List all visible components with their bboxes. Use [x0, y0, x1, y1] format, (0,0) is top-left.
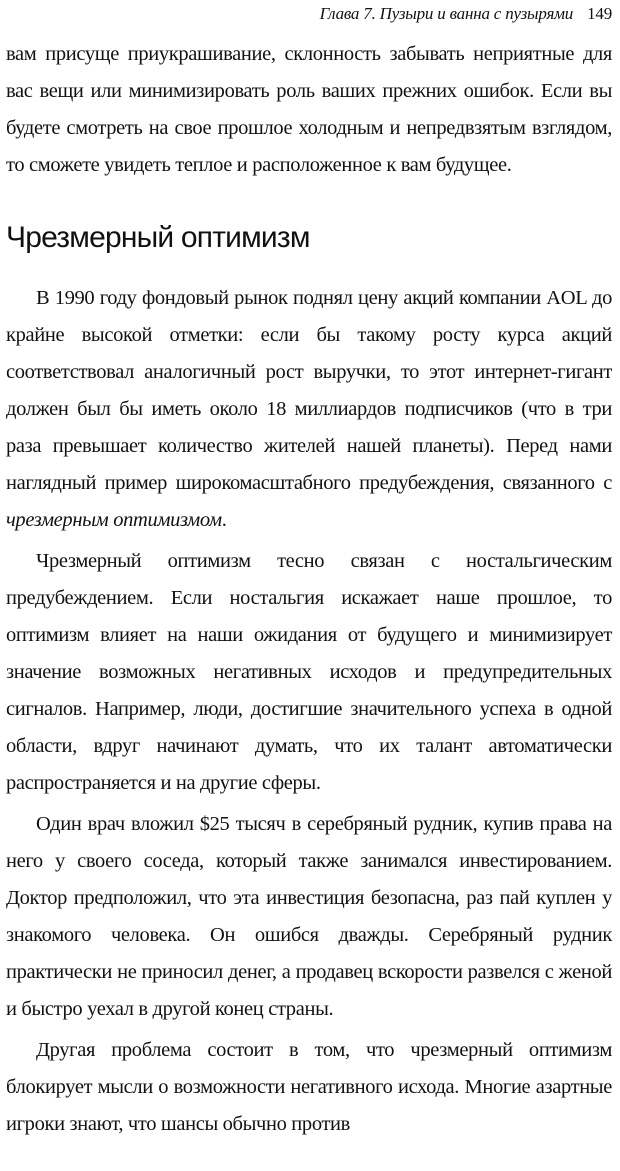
paragraph-optimism: Чрезмерный оптимизм тесно связан с ностальгическим предубеждением. Если ностальгия искажает наше прошлое, то оптимизм влияет на наши ожидания от будущего и минимизирует значение возможных негативных исходов и предупредительных сигналов. Например, люди, достигшие значительного успеха в одной области, вдруг начинают думать, что их талант автоматически распространяется и на другие сферы.: [6, 550, 612, 794]
page-number: 149: [587, 4, 612, 23]
emphasis-term: чрезмерным оптимизмом: [6, 509, 222, 531]
body-text: [6, 36, 612, 1147]
paragraph-doctor: Один врач вложил $25 тысяч в серебряный рудник, купив права на него у своего соседа, который также занимался инвестированием. Доктор предположил, что эта инвестиция безопасна, раз пай куплен у знакомого человека. Он ошибся дважды. Серебряный рудник практически не приносил денег, а продавец вскорости развелся с женой и быстро уехал в другой конец страны.: [6, 813, 612, 1020]
running-header: [320, 4, 612, 24]
chapter-title: Глава 7. Пузыри и ванна с пузырями: [319, 4, 574, 23]
section-heading: Чрезмерный оптимизм: [6, 221, 310, 254]
paragraph-continuation: вам присуще приукрашивание, склонность забывать неприятные для вас вещи или минимизировать роль ваших прежних ошибок. Если вы будете смотреть на свое прошлое холодным и непредвзятым взглядом, то сможете увидеть теплое и расположенное к вам будущее.: [6, 43, 612, 176]
paragraph-aol-end: .: [221, 509, 227, 531]
paragraph-aol: [6, 280, 612, 539]
paragraph-aol-text: В 1990 году фондовый рынок поднял цену акций компании AOL до крайне высокой отметки: если бы такому росту курса акций соответствовал аналогичный рост выручки, то этот интернет-гигант должен был бы иметь около 18 миллиардов подписчиков (что в три раза превышает количество жителей нашей планеты). Перед нами наглядный пример широкомасштабного предубеждения, связанного с: [6, 287, 612, 494]
paragraph-gamblers: Другая проблема состоит в том, что чрезмерный оптимизм блокирует мысли о возможности негативного исхода. Многие азартные игроки знают, что шансы обычно против: [6, 1039, 612, 1135]
